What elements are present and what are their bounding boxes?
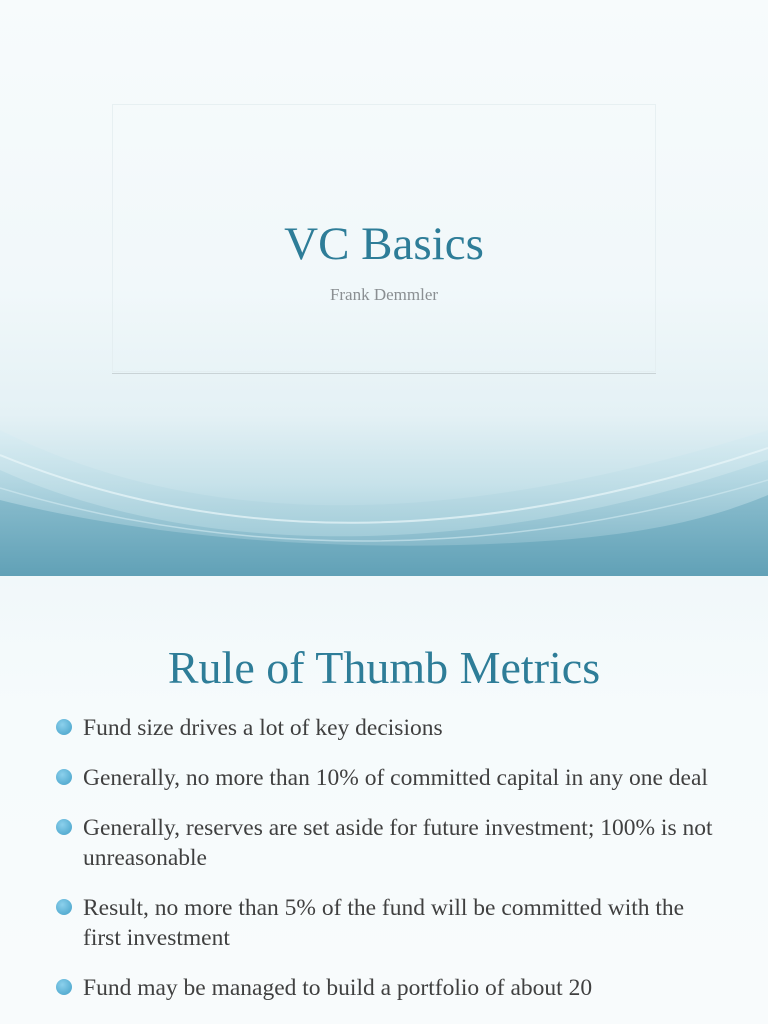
bullet-list	[56, 713, 716, 1023]
bullet-dot-icon	[56, 979, 72, 995]
bullet-dot-icon	[56, 769, 72, 785]
slide-content-page	[0, 576, 768, 1024]
bullet-text: Fund may be managed to build a portfolio of about 20	[83, 975, 593, 1001]
bullet-item	[56, 973, 716, 1003]
bullet-dot-icon	[56, 819, 72, 835]
slide-subtitle: Frank Demmler	[329, 285, 439, 304]
bullet-dot-icon	[56, 719, 72, 735]
slide-title: VC Basics	[284, 218, 484, 270]
slide-heading: Rule of Thumb Metrics	[167, 642, 601, 693]
bullet-item	[56, 713, 716, 743]
bullet-text: Generally, no more than 10% of committed capital in any one deal	[83, 765, 708, 791]
bullet-item	[56, 763, 716, 793]
bullet-item	[56, 813, 716, 873]
bullet-text: Fund size drives a lot of key decisions	[83, 715, 443, 741]
title-divider-line	[112, 373, 656, 374]
bullet-text: Generally, reserves are set aside for future investment; 100% is not unreasonable	[83, 815, 713, 871]
bullet-text: Result, no more than 5% of the fund will be committed with the first investment	[83, 895, 685, 951]
bullet-item	[56, 893, 716, 953]
bullet-dot-icon	[56, 899, 72, 915]
